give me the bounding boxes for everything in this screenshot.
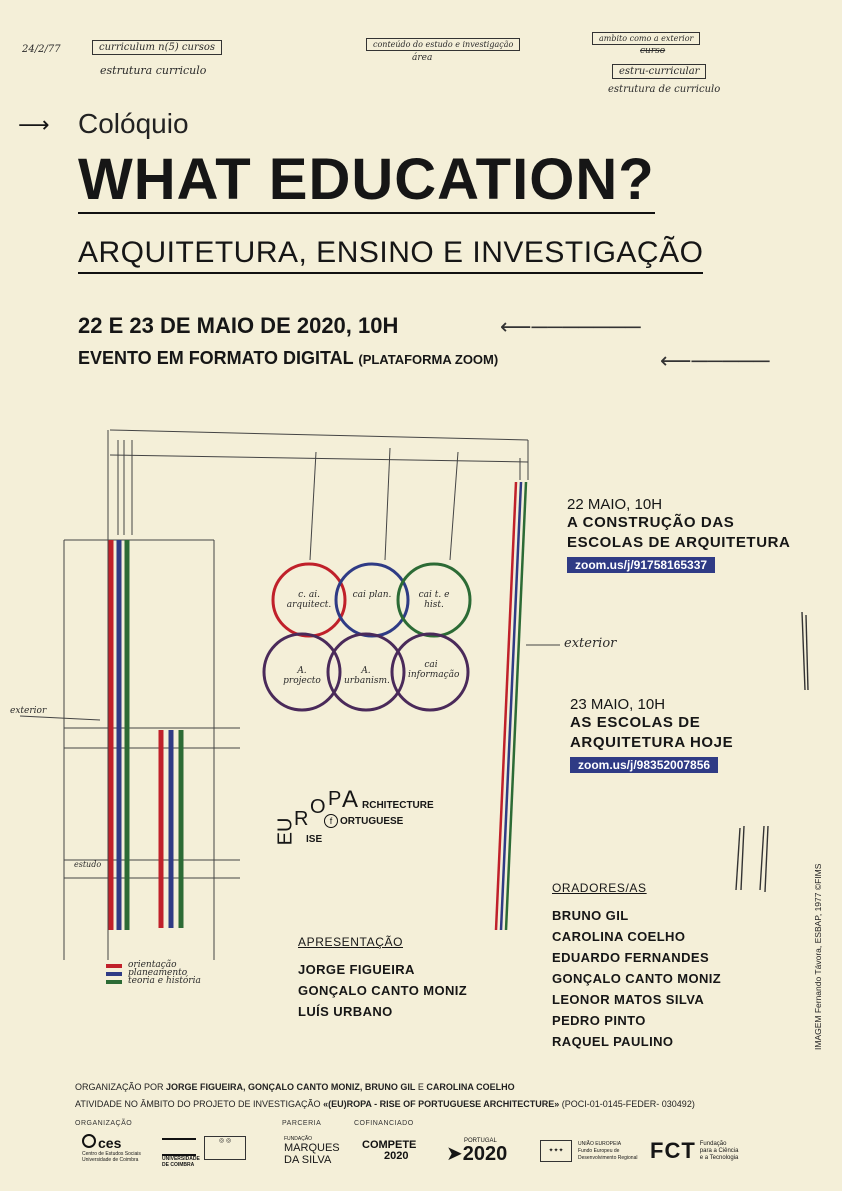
logo-f-circle: f: [324, 814, 338, 828]
session-1-title-line1: A CONSTRUÇÃO DAS: [567, 514, 735, 531]
circle-label-architecture: c. ai. arquitect.: [286, 590, 332, 610]
uc-emblem-icon: [162, 1138, 196, 1156]
note-date: 24/2/77: [22, 44, 61, 55]
note-exterior-right: exterior: [564, 636, 617, 651]
proj-prefix: ATIVIDADE NO ÂMBITO DO PROJETO DE INVESTIGAÇÃO: [75, 1099, 321, 1109]
circle-label-urbanism: A. urbanism.: [344, 666, 390, 686]
ces-wordmark: [82, 1134, 154, 1151]
page-subtitle: ARQUITETURA, ENSINO E INVESTIGAÇÃO: [78, 236, 703, 274]
fct-sub2: para a Ciência: [699, 1147, 739, 1154]
note-exterior-left: exterior: [10, 706, 47, 716]
presentation-section: [298, 935, 467, 1022]
event-date: 22 E 23 DE MAIO DE 2020, 10H: [78, 313, 399, 338]
compete-label: COMPETE: [362, 1139, 417, 1151]
speaker-name: LEONOR MATOS SILVA: [552, 992, 705, 1007]
legend-orientation: orientação: [128, 960, 177, 970]
eu-text: [578, 1141, 648, 1162]
speaker-name: RAQUEL PAULINO: [552, 1034, 674, 1049]
ces-sub2: Universidade de Coimbra: [82, 1157, 139, 1163]
speakers-heading: ORADORES/AS: [552, 881, 647, 895]
logo-ortuguese: ORTUGUESE: [340, 816, 404, 827]
note-course: curso: [640, 46, 666, 56]
date-arrow-icon: ⟵───────: [500, 314, 641, 339]
unesco-logo-icon: ◎ ◎: [204, 1136, 246, 1160]
session-2: [570, 696, 733, 774]
presenter-name: JORGE FIGUEIRA: [298, 962, 415, 977]
note-box-curricular: estru-curricular: [612, 64, 706, 79]
fct-logo: [650, 1138, 738, 1164]
circle-label-planning: cai plan.: [352, 590, 392, 600]
kicker: Colóquio: [78, 108, 189, 139]
note-estudo: estudo: [74, 860, 102, 869]
logo-o: O: [310, 796, 326, 818]
uc-wordmark: UNIVERSIDADE DE COIMBRA: [162, 1156, 200, 1168]
ces-text: ces: [98, 1135, 122, 1151]
org-last: CAROLINA COELHO: [426, 1082, 515, 1092]
dasilva-label: DA SILVA: [284, 1154, 332, 1166]
proj-code: (POCI-01-0145-FEDER- 030492): [561, 1099, 695, 1109]
compete-year: 2020: [384, 1150, 409, 1162]
label-cofinanciado: COFINANCIADO: [354, 1120, 414, 1127]
legend-theory-history: teoria e história: [128, 976, 201, 986]
speaker-name: GONÇALO CANTO MONIZ: [552, 971, 722, 986]
speakers-section: [552, 881, 721, 1052]
presentation-heading: APRESENTAÇÃO: [298, 935, 403, 949]
legend-planning: planeamento: [128, 968, 188, 978]
note-box-curriculum: curriculum n(5) cursos: [92, 40, 222, 55]
note-area: área: [412, 53, 433, 63]
uc-logo: [162, 1138, 202, 1168]
session-2-title-line2: ARQUITETURA HOJE: [570, 734, 734, 751]
session-1-title-line2: ESCOLAS DE ARQUITETURA: [567, 534, 791, 551]
format-arrow-icon: ⟵─────: [660, 348, 770, 373]
portugal2020-logo: [446, 1138, 507, 1164]
fundacao-label: FUNDAÇÃO: [284, 1136, 313, 1142]
speaker-name: CAROLINA COELHO: [552, 929, 686, 944]
marques-da-silva-logo: [284, 1136, 340, 1166]
session-2-zoom-link[interactable]: zoom.us/j/98352007856: [570, 757, 718, 773]
note-curricular-structure: estrutura de curriculo: [608, 84, 721, 95]
label-parceria: PARCERIA: [282, 1120, 322, 1127]
speaker-name: EDUARDO FERNANDES: [552, 950, 710, 965]
europa-logo: [272, 786, 462, 866]
session-1-zoom-link[interactable]: zoom.us/j/91758165337: [567, 557, 715, 573]
org-names: JORGE FIGUEIRA, GONÇALO CANTO MONIZ, BRUNO GIL: [166, 1082, 416, 1092]
note-curriculum-structure: estrutura curriculo: [100, 64, 207, 77]
session-2-title-line1: AS ESCOLAS DE: [570, 714, 701, 731]
presenter-name: GONÇALO CANTO MONIZ: [298, 983, 468, 998]
image-credit: IMAGEM Fernando Távora, ESBAP, 1977 ©FIMS: [813, 863, 823, 1050]
portugal-arrow-icon: ➤: [446, 1143, 463, 1165]
logo-eu: EU: [274, 817, 297, 846]
note-box-scope: ambito como a exterior: [592, 32, 700, 45]
session-1-date: 22 MAIO, 10H: [567, 496, 663, 513]
logo-r: R: [294, 808, 309, 830]
event-format-text: EVENTO EM FORMATO DIGITAL: [78, 348, 354, 368]
org-and: E: [417, 1082, 424, 1092]
speaker-name: PEDRO PINTO: [552, 1013, 646, 1028]
ces-logo: [82, 1134, 154, 1163]
logo-p: P: [328, 788, 342, 810]
note-box-content: conteúdo do estudo e investigação: [366, 38, 520, 51]
org-prefix: ORGANIZAÇÃO POR: [75, 1082, 164, 1092]
portugal-year-text: 2020: [462, 1143, 508, 1165]
organization-line: [75, 1082, 515, 1092]
eu-label: UNIÃO EUROPEIA: [578, 1140, 622, 1147]
fct-wordmark: FCT: [650, 1138, 696, 1163]
proj-name: «(EU)ROPA - RISE OF PORTUGUESE ARCHITECTURE»: [323, 1099, 560, 1109]
portugal-year: [446, 1144, 507, 1164]
fct-sub3: e a Tecnologia: [699, 1154, 739, 1161]
compete-logo: [362, 1140, 416, 1162]
logo-a: A: [342, 786, 359, 813]
ces-circle-icon: [82, 1134, 96, 1148]
project-line: [75, 1099, 695, 1109]
circle-label-project: A. projecto: [283, 666, 321, 686]
fct-text: [700, 1141, 739, 1162]
portugal-label: PORTUGAL: [464, 1138, 497, 1144]
circle-label-theory: cai t. e hist.: [418, 590, 450, 610]
logo-rchitecture: RCHITECTURE: [362, 800, 434, 811]
eu-logo: [540, 1140, 648, 1162]
logo-ise: ISE: [306, 834, 323, 845]
session-2-date: 23 MAIO, 10H: [570, 696, 666, 713]
label-organizacao: ORGANIZAÇÃO: [75, 1120, 133, 1127]
presenter-name: LUÍS URBANO: [298, 1004, 393, 1019]
circle-label-information: cai informação: [408, 660, 460, 680]
marques-label: MARQUES: [284, 1142, 340, 1154]
event-format-note: (PLATAFORMA ZOOM): [358, 352, 499, 367]
fct-sub1: Fundação: [699, 1140, 727, 1147]
speaker-name: BRUNO GIL: [552, 908, 629, 923]
eu-flag-icon: ✦✦✦: [540, 1140, 572, 1162]
kicker-arrow: ⟶: [18, 112, 50, 137]
eu-sub: Fundo Europeu de Desenvolvimento Regional: [578, 1147, 638, 1161]
page-title: WHAT EDUCATION?: [78, 147, 655, 212]
session-1: [567, 496, 791, 574]
ces-sub: Centro de Estudos Sociais: [82, 1151, 141, 1157]
